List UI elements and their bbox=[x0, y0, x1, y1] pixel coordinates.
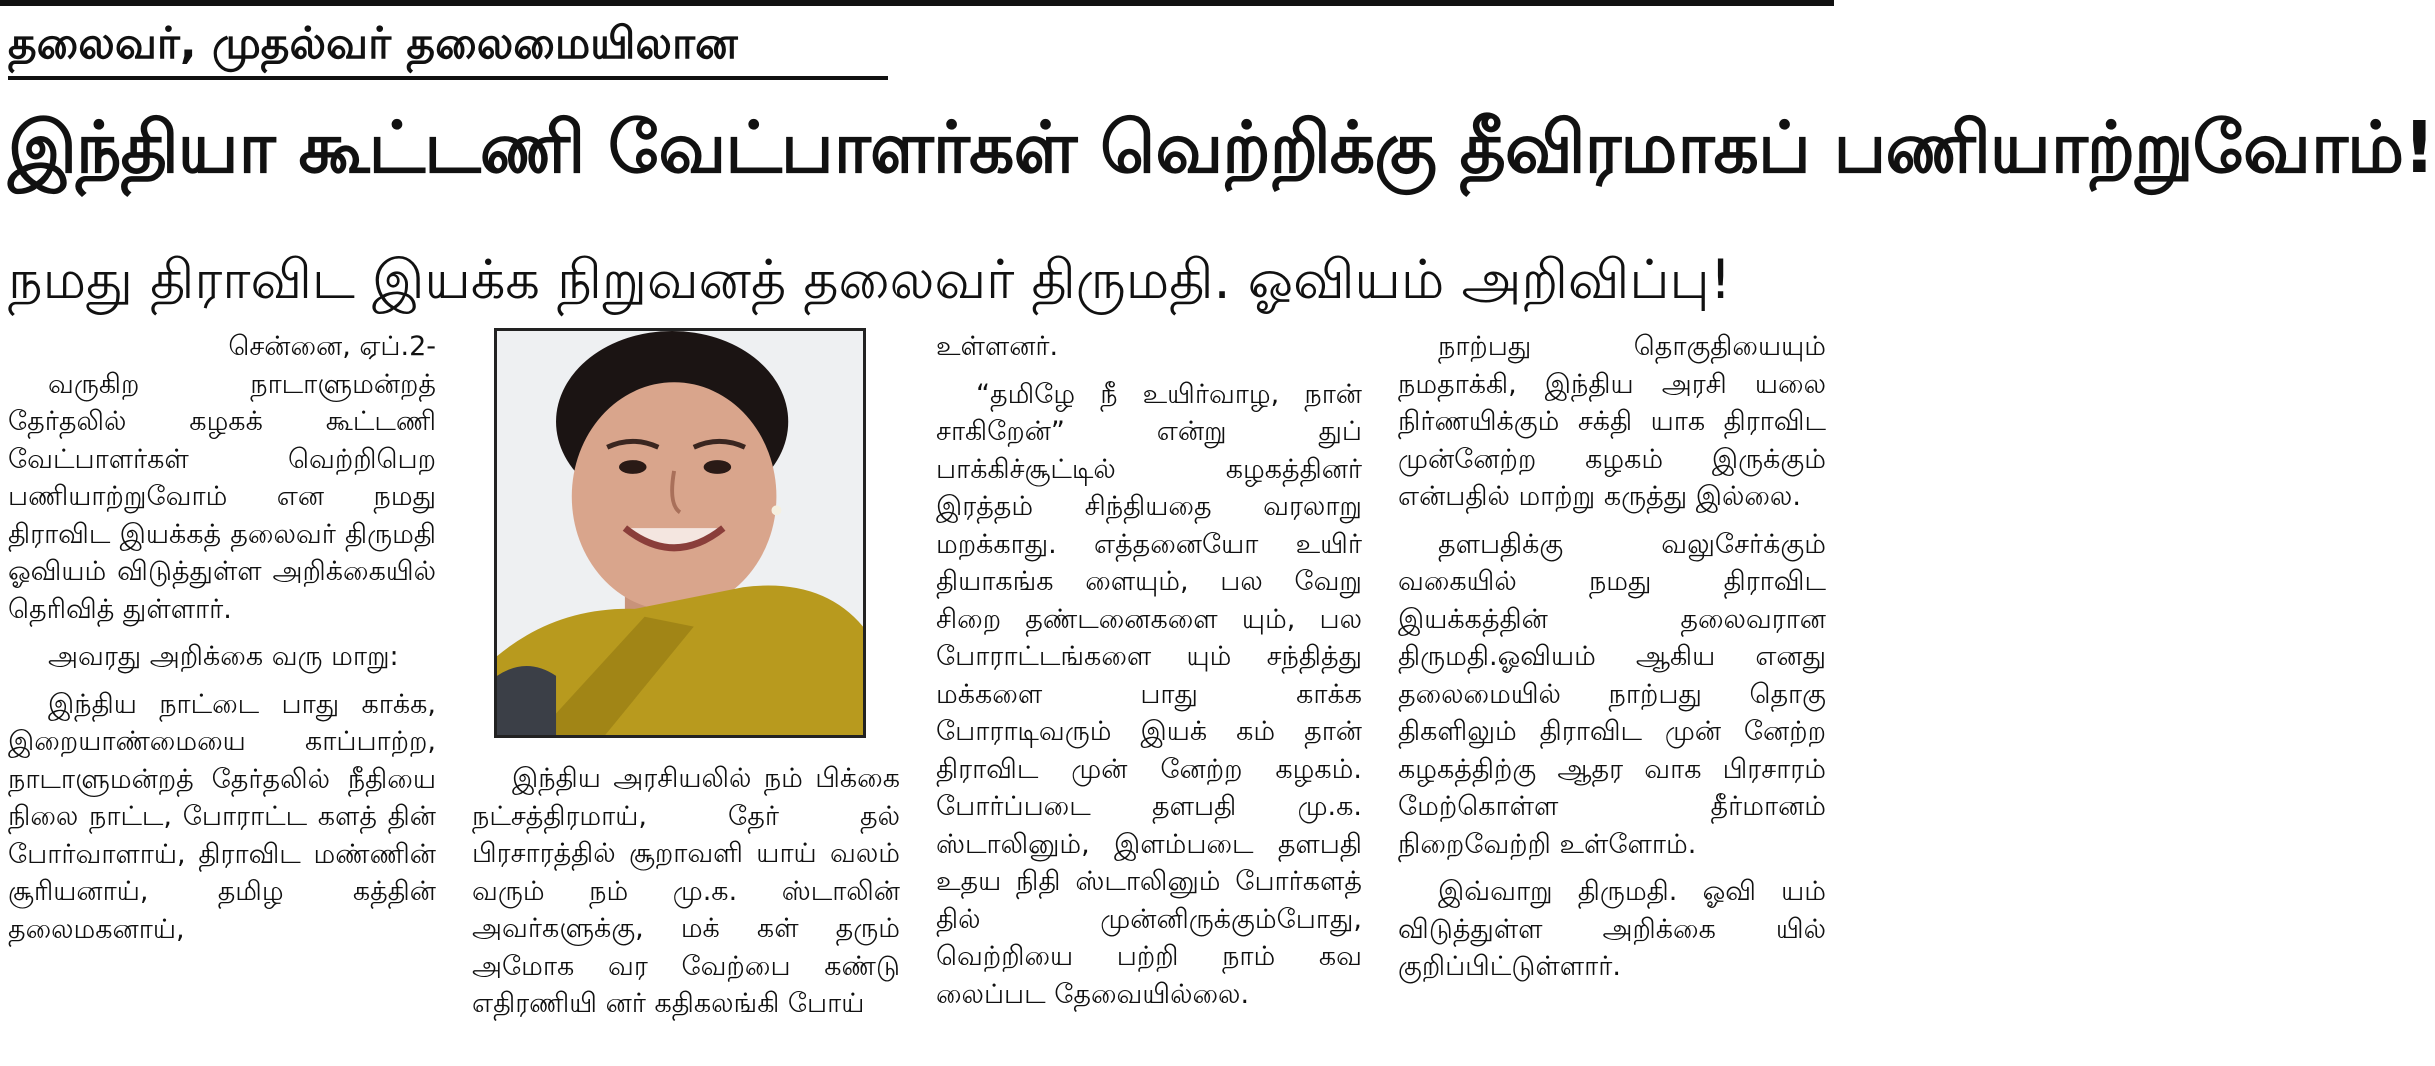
article-paragraph: அவரது அறிக்கை வரு மாறு: bbox=[48, 641, 399, 672]
subheadline: நமது திராவிட இயக்க நிறுவனத் தலைவர் திருமதி. ஓவியம் அறிவிப்பு! bbox=[8, 248, 1732, 311]
article-paragraph: வருகிற நாடாளுமன்றத் தேர்தலில் கழகக் கூட்டணி வேட்பாளர்கள் வெற்றிபெற பணியாற்றுவோம் என நமது திராவிட இயக்கத் தலைவர் திருமதி ஓவியம் விடுத்துள்ள அறிக்கையில் தெரிவித் துள்ளார். bbox=[8, 368, 436, 625]
article-paragraph: “தமிழே நீ உயிர்வாழ, நான் சாகிறேன்” என்று துப் பாக்கிச்சூட்டில் கழகத்தினர் இரத்தம் சிந்தியதை வரலாறு மறக்காது. எத்தனையோ உயிர் தியாகங்க ளையும், பல வேறு சிறை தண்டனைகளை யும், பல போராட்டங்களை யும் சந்தித்து மக்களை பாது காக்க போராடிவரும் இயக் கம் தான் திராவிட முன் னேற்ற கழகம். போர்ப்படை தளபதி மு.க. ஸ்டாலினும், இளம்படை தளபதி உதய நிதி ஸ்டாலினும் போர்களத் தில் முன்னிருக்கும்போது, வெற்றியை பற்றி நாம் கவ லைப்பட தேவையில்லை. bbox=[936, 378, 1362, 1010]
article-paragraph: தளபதிக்கு வலுசேர்க்கும் வகையில் நமது திராவிட இயக்கத்தின் தலைவரான திருமதி.ஓவியம் ஆகிய எனது தலைமையில் நாற்பது தொகு திகளிலும் திராவிட முன் னேற்ற கழகத்திற்கு ஆதர வாக பிரசாரம் மேற்கொள்ள தீர்மானம் நிறைவேற்றி உள்ளோம். bbox=[1398, 528, 1826, 860]
headline: இந்தியா கூட்டணி வேட்பாளர்கள் வெற்றிக்கு தீவிரமாகப் பணியாற்றுவோம்! bbox=[8, 106, 2435, 189]
article-column-1 bbox=[8, 328, 436, 958]
portrait-illustration bbox=[497, 331, 863, 735]
dateline: சென்னை, ஏப்.2- bbox=[228, 331, 436, 362]
article-paragraph: இவ்வாறு திருமதி. ஓவி யம் விடுத்துள்ள அறிக்கை யில் குறிப்பிட்டுள்ளார். bbox=[1398, 876, 1826, 982]
article-column-4 bbox=[1398, 328, 1826, 996]
kicker: தலைவர், முதல்வர் தலைமையிலான bbox=[8, 14, 888, 80]
article-paragraph: இந்திய அரசியலில் நம் பிக்கை நட்சத்திரமாய், தேர் தல் பிரசாரத்தில் சூறாவளி யாய் வலம் வரும் நம் மு.க. ஸ்டாலின் அவர்களுக்கு, மக் கள் தரும் அமோக வர வேற்பை கண்டு எதிரணியி னர் கதிகலங்கி போய் bbox=[472, 763, 900, 1019]
portrait-photo bbox=[494, 328, 866, 738]
article-column-2 bbox=[472, 760, 900, 1033]
top-rule bbox=[0, 0, 1834, 6]
article-column-3 bbox=[936, 328, 1362, 1023]
article-paragraph: உள்ளனர். bbox=[936, 331, 1059, 362]
article-paragraph: இந்திய நாட்டை பாது காக்க, இறையாண்மையை காப்பாற்ற, நாடாளுமன்றத் தேர்தலில் நீதியை நிலை நாட்ட, போராட்ட களத் தின் போர்வாளாய், திராவிட மண்ணின் சூரியனாய், தமிழ கத்தின் தலைமகனாய், bbox=[8, 688, 436, 945]
article-paragraph: நாற்பது தொகுதியையும் நமதாக்கி, இந்திய அரசி யலை நிர்ணயிக்கும் சக்தி யாக திராவிட முன்னேற்ற கழகம் இருக்கும் என்பதில் மாற்று கருத்து இல்லை. bbox=[1398, 331, 1826, 512]
